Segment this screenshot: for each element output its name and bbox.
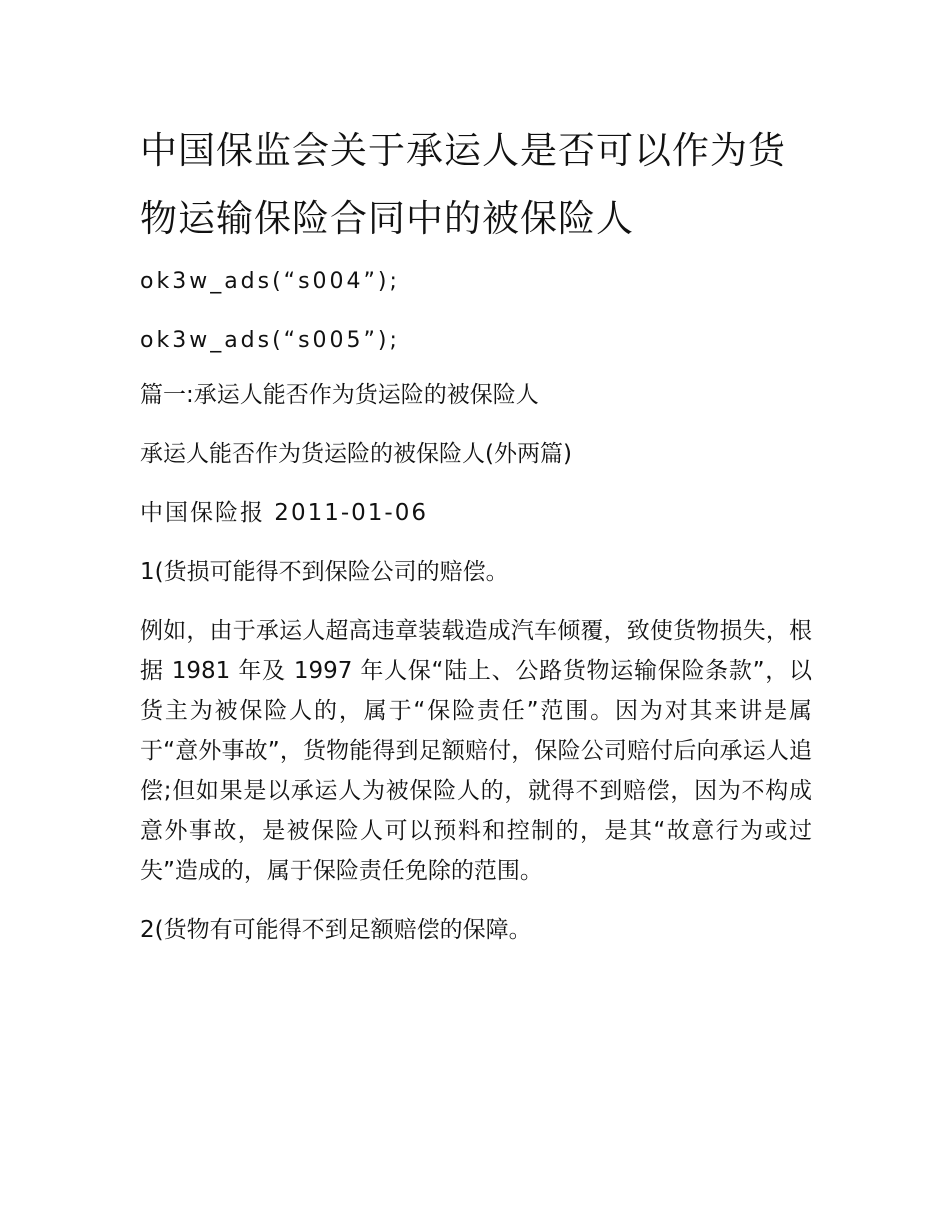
document-title-line-2: 物运输保险合同中的被保险人 <box>140 197 634 240</box>
article-subtitle: 承运人能否作为货运险的被保险人(外两篇) <box>140 441 572 467</box>
point-2: 2(货物有可能得不到足额赔偿的保障。 <box>140 917 532 943</box>
document-title-line-1: 中国保监会关于承运人是否可以作为货 <box>140 129 786 172</box>
document-content <box>140 126 812 950</box>
source-date-line: 中国保险报 2011-01-06 <box>140 500 428 526</box>
example-paragraph: 例如，由于承运人超高违章装载造成汽车倾覆，致使货物损失，根据 1981 年及 1997 年人保“陆上、公路货物运输保险条款”，以货主为被保险人的，属于“保险责任”范围。因为对其来讲是属于“意外事故”，货物能得到足额赔付，保险公司赔付后向承运人追偿;但如果是以承运人为被保险人的，就得不到赔偿，因为不构成意外事故，是被保险人可以预料和控制的，是其“故意行为或过失”造成的，属于保险责任免除的范围。 <box>140 618 812 884</box>
section-heading: 篇一:承运人能否作为货运险的被保险人 <box>140 382 539 408</box>
ad-code-line-1: ok3w_ads(“s004”); <box>140 269 400 294</box>
point-1: 1(货损可能得不到保险公司的赔偿。 <box>140 559 509 585</box>
ad-code-line-2: ok3w_ads(“s005”); <box>140 328 400 353</box>
